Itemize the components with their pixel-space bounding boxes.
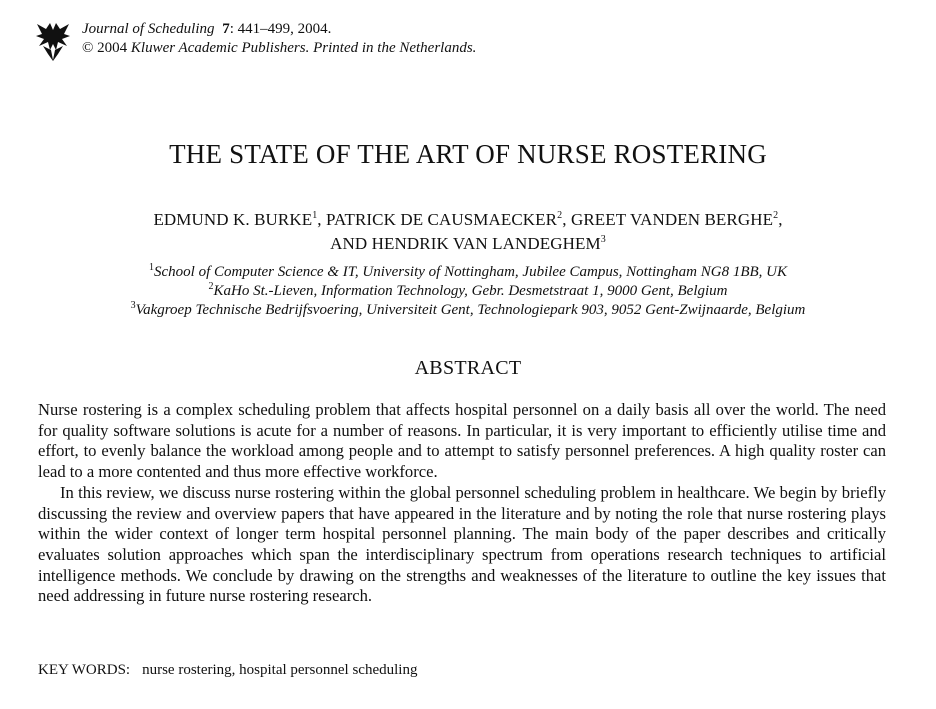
keywords-value: nurse rostering, hospital personnel scheduling [142, 662, 418, 678]
affiliation-mark: 1 [149, 262, 154, 273]
paper-title: THE STATE OF THE ART OF NURSE ROSTERING [169, 139, 767, 169]
author-affiliation-mark: 2 [773, 210, 779, 221]
copyright-year: 2004 [97, 40, 128, 56]
author-line-1 [0, 208, 936, 232]
affiliation-item [0, 263, 936, 282]
author-affiliation-mark: 1 [312, 210, 318, 221]
affiliation-mark: 2 [208, 281, 214, 292]
journal-name: Journal of Scheduling [82, 21, 215, 37]
affiliation-text: KaHo St.-Lieven, Information Technology, Gebr. Desmetstraat 1, 9000 Gent, Belgium [213, 283, 728, 299]
journal-citation [82, 20, 476, 58]
journal-pages-year: : 441–499, 2004. [229, 21, 332, 37]
abstract-body [38, 400, 886, 607]
publisher-line: Kluwer Academic Publishers. Printed in the Netherlands. [130, 40, 477, 56]
author-name: AND HENDRIK VAN LANDEGHEM [330, 234, 601, 253]
journal-header [34, 20, 476, 66]
journal-volume: 7 [222, 21, 230, 37]
affiliation-text: School of Computer Science & IT, University of Nottingham, Jubilee Campus, Nottingham NG8 1BB, UK [154, 264, 787, 280]
author-name: PATRICK DE CAUSMAECKER [326, 210, 558, 229]
kluwer-tree-icon [34, 20, 72, 62]
keywords-line [38, 660, 417, 680]
abstract-heading: ABSTRACT [414, 357, 522, 379]
affiliation-item [0, 282, 936, 301]
author-name: GREET VANDEN BERGHE [570, 210, 774, 229]
author-affiliation-mark: 3 [600, 234, 606, 245]
affiliation-item [0, 301, 936, 320]
affiliation-text: Vakgroep Technische Bedrijfsvoering, Universiteit Gent, Technologiepark 903, 9052 Gent-Zwijnaarde, Belgium [135, 302, 806, 318]
copyright-symbol: © [82, 40, 94, 56]
affiliation-list [0, 263, 936, 320]
author-name: EDMUND K. BURKE [153, 210, 313, 229]
copyright-line [82, 39, 476, 58]
author-separator: , [778, 210, 783, 229]
abstract-paragraph: Nurse rostering is a complex scheduling problem that affects hospital personnel on a daily basis all over the world. The need for quality software solutions is acute for a number of reasons. In particular, it is very important to efficiently utilise time and effort, to evenly balance the workload among people and to attempt to satisfy personnel preferences. A high quality roster can lead to a more contented and thus more effective workforce. [38, 400, 886, 482]
author-separator: , [317, 210, 326, 229]
abstract-paragraph: In this review, we discuss nurse rostering within the global personnel scheduling problem in healthcare. We begin by briefly discussing the review and overview papers that have appeared in the literature and by noting the role that nurse rostering plays within the wider context of longer term hospital personnel planning. The main body of the paper describes and critically evaluates solution approaches which span the interdisciplinary spectrum from operations research techniques to artificial intelligence methods. We conclude by drawing on the strengths and weaknesses of the literature to outline the key issues that need addressing in future nurse rostering research. [38, 482, 886, 606]
affiliation-mark: 3 [130, 300, 136, 311]
journal-info-line [82, 20, 476, 39]
keywords-label: KEY WORDS: [38, 662, 131, 678]
author-line-2 [0, 232, 936, 256]
author-affiliation-mark: 2 [557, 210, 563, 221]
author-separator: , [562, 210, 571, 229]
author-list [0, 208, 936, 256]
